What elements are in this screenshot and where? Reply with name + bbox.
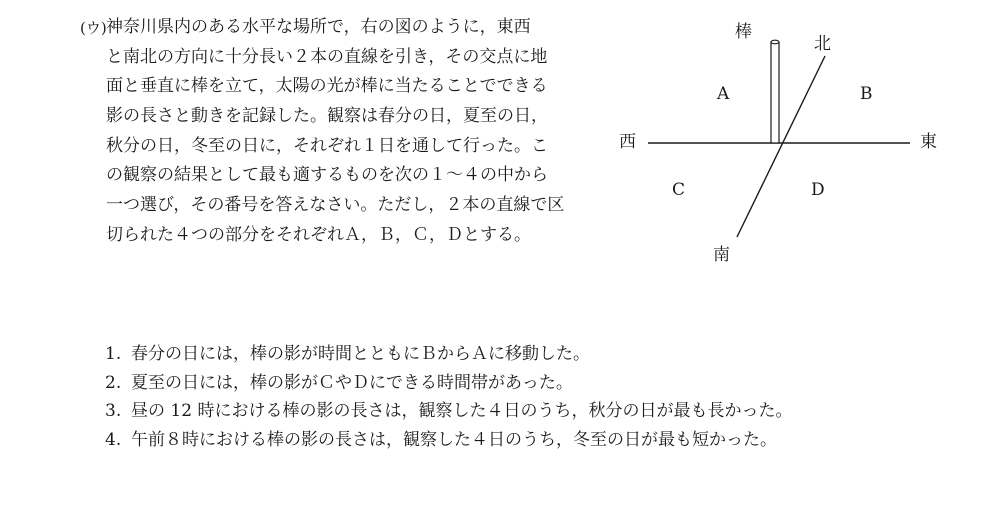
north-south-line (737, 56, 825, 237)
choice-3[interactable] (105, 397, 965, 426)
choice-1[interactable] (105, 340, 965, 369)
choice-4[interactable] (105, 426, 965, 455)
stem-line-8: 切られた４つの部分をそれぞれＡ，Ｂ，Ｃ，Ｄとする。 (106, 224, 531, 245)
stem-line-6: の観察の結果として最も適するものを次の１～４の中から (106, 165, 548, 186)
stem-line-3: 面と垂直に棒を立て，太陽の光が棒に当たることでできる (106, 76, 548, 97)
question-marker: (ウ) (80, 19, 107, 37)
stem-line-5: 秋分の日，冬至の日に，それぞれ１日を通して行った。こ (106, 135, 548, 156)
region-d-label: D (811, 180, 825, 200)
rod-label: 棒 (735, 22, 752, 42)
stem-line-4: 影の長さと動きを記録した。観察は春分の日，夏至の日， (106, 106, 548, 127)
diagram-lines (610, 0, 999, 300)
choice-number: 4. (105, 430, 122, 451)
region-b-label: B (860, 84, 873, 104)
choice-text: 昼の 12 時における棒の影の長さは，観察した４日のうち，秋分の日が最も長かった。 (131, 401, 793, 422)
choice-number: 3. (105, 401, 122, 422)
rod-top (771, 40, 779, 44)
choice-text: 春分の日には，棒の影が時間とともにＢからＡに移動した。 (131, 344, 590, 364)
choice-2[interactable] (105, 369, 965, 398)
choice-number: 1. (105, 344, 122, 364)
question-stem (106, 13, 606, 251)
choice-number: 2. (105, 372, 122, 393)
south-label: 南 (713, 245, 730, 265)
choice-text: 夏至の日には，棒の影がＣやＤにできる時間帯があった。 (131, 372, 573, 393)
east-label: 東 (920, 132, 937, 152)
answer-choices (105, 340, 965, 455)
region-c-label: C (672, 180, 686, 200)
stem-line-2: と南北の方向に十分長い２本の直線を引き，その交点に地 (106, 46, 548, 67)
west-label: 西 (619, 132, 636, 152)
stem-line-1: 神奈川県内のある水平な場所で，右の図のように，東西 (106, 17, 531, 37)
choice-text: 午前８時における棒の影の長さは，観察した４日のうち，冬至の日が最も短かった。 (131, 430, 777, 451)
north-label: 北 (814, 34, 831, 54)
stem-line-7: 一つ選び，その番号を答えなさい。ただし，２本の直線で区 (106, 195, 565, 216)
rod-shadow-diagram (610, 0, 999, 300)
rod (771, 42, 779, 143)
region-a-label: A (717, 84, 730, 104)
